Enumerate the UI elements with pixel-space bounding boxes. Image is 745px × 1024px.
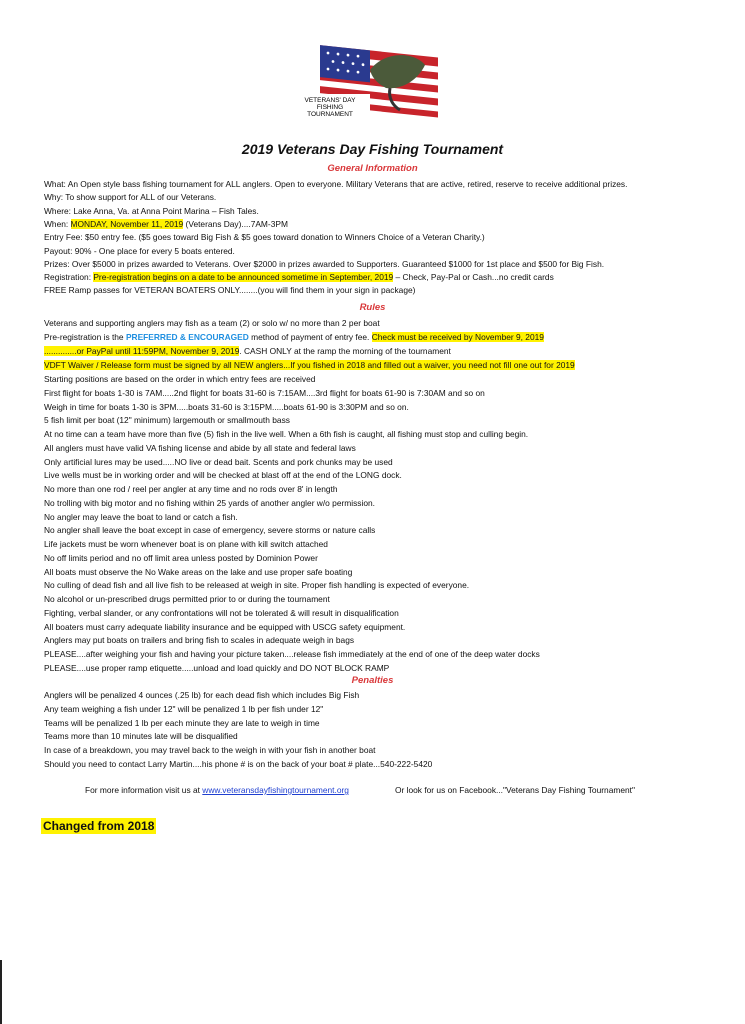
general-info-line: When: MONDAY, November 11, 2019 (Veterans Day)....7AM-3PM — [44, 218, 288, 229]
rules-line-waiver: VDFT Waiver / Release form must be signed by all NEW anglers...If you fished in 2018 and filled out a waiver, you need not fill one out for 2019 — [44, 360, 575, 370]
penalty-line: Any team weighing a fish under 12" will be penalized 1 lb per fish under 12" — [44, 703, 324, 714]
rule-line: At no time can a team have more than five (5) fish in the live well. When a 6th fish is caught, all fishing must stop and culling begin. — [44, 429, 529, 439]
svg-text:VETERANS' DAY: VETERANS' DAY — [304, 97, 356, 104]
section-heading-rules: Rules — [359, 302, 386, 313]
penalty-line: Teams more than 10 minutes late will be disqualified — [44, 731, 238, 742]
rule-line: PLEASE....after weighing your fish and having your picture taken....release fish immediately at the end of one of the deep water docks — [44, 649, 540, 659]
section-heading-general: General Information — [327, 163, 418, 174]
general-info-line: Why: To show support for ALL of our Veterans. — [44, 192, 217, 203]
rule-line: Life jackets must be worn whenever boat is on plane with kill switch attached — [44, 539, 328, 549]
rule-line: 5 fish limit per boat (12" minimum) largemouth or smallmouth bass — [44, 415, 290, 426]
rule-line: No off limits period and no off limit area unless posted by Dominion Power — [44, 552, 318, 563]
section-heading-penalties: Penalties — [351, 675, 394, 686]
rule-line: Live wells must be in working order and will be checked at blast off at the end of the LONG dock. — [44, 470, 402, 481]
rule-line: Starting positions are based on the order in which entry fees are received — [44, 374, 316, 384]
footer-website: For more information visit us at www.veteransdayfishingtournament.org — [85, 785, 349, 795]
rule-line: No trolling with big motor and no fishing within 25 yards of another angler w/o permission. — [44, 497, 375, 508]
penalty-line: Should you need to contact Larry Martin....his phone # is on the back of your boat # plate...540-222-5420 — [44, 759, 433, 769]
rule-line: No angler may leave the boat to land or catch a fish. — [44, 511, 238, 522]
rule-line: All boaters must carry adequate liability insurance and be equipped with USCG safety equipment. — [44, 621, 406, 632]
general-info-line: Entry Fee: $50 entry fee. ($5 goes toward Big Fish & $5 goes toward donation to Winners Choice of a Veteran Charity.) — [44, 232, 485, 243]
footer-facebook: Or look for us on Facebook..."Veterans Day Fishing Tournament" — [395, 785, 635, 795]
changed-note: Changed from 2018 — [43, 819, 155, 833]
rule-line: First flight for boats 1-30 is 7AM.....2nd flight for boats 31-60 is 7:15AM....3rd flight for boats 61-90 is 7:30AM and so on — [44, 387, 485, 398]
penalty-line: Teams will be penalized 1 lb per each minute they are late to weigh in time — [44, 717, 320, 728]
rule-line: No culling of dead fish and all live fish to be released at weigh in site. Proper fish handling is expected of everyone. — [44, 580, 470, 591]
tournament-logo — [290, 40, 450, 120]
rule-line: Fighting, verbal slander, or any confrontations will not be tolerated & will result in disqualification — [44, 607, 399, 618]
general-info-line: What: An Open style bass fishing tournament for ALL anglers. Open to everyone. Military Veterans that are active, retired, reserve to receive additional prizes. — [44, 179, 628, 189]
rule-line: PLEASE....use proper ramp etiquette.....unload and load quickly and DO NOT BLOCK RAMP — [44, 662, 390, 673]
general-info-line: Prizes: Over $5000 in prizes awarded to Veterans. Over $2000 in prizes awarded to Supporters. Guaranteed $1000 for 1st place and $500 for Big Fish. — [44, 258, 605, 269]
svg-text:TOURNAMENT: TOURNAMENT — [307, 111, 353, 118]
svg-text:FISHING: FISHING — [316, 104, 344, 111]
general-info-line: Registration: Pre-registration begins on a date to be announced sometime in September, 2019 – Check, Pay-Pal or Cash...no credit cards — [44, 272, 554, 283]
general-info-line: FREE Ramp passes for VETERAN BOATERS ONLY........(you will find them in your sign in package) — [44, 285, 416, 296]
website-link[interactable]: www.veteransdayfishingtournament.org — [202, 785, 349, 795]
rules-line-team: Veterans and supporting anglers may fish as a team (2) or solo w/ no more than 2 per boat — [44, 318, 380, 328]
rules-line-preregistration: Pre-registration is the PREFERRED & ENCOURAGED method of payment of entry fee. Check must be received by November 9, 2019 — [44, 332, 544, 342]
page-title: 2019 Veterans Day Fishing Tournament — [241, 141, 504, 157]
scan-edge — [0, 960, 2, 1024]
rule-line: No angler shall leave the boat except in case of emergency, severe storms or nature calls — [44, 525, 376, 536]
rules-line-paypal: ..............or PayPal until 11:59PM, November 9, 2019. CASH ONLY at the ramp the morning of the tournament — [44, 346, 451, 356]
penalty-line: In case of a breakdown, you may travel back to the weigh in with your fish in another boat — [44, 745, 376, 756]
rule-line: Weigh in time for boats 1-30 is 3PM.....boats 31-60 is 3:15PM.....boats 61-90 is 3:30PM and so on. — [44, 401, 409, 412]
rule-line: Only artificial lures may be used.....NO live or dead bait. Scents and pork chunks may be used — [44, 456, 393, 467]
rule-line: All boats must observe the No Wake areas on the lake and use proper safe boating — [44, 566, 353, 577]
rule-line: No alcohol or un-prescribed drugs permitted prior to or during the tournament — [44, 594, 330, 604]
penalty-line: Anglers will be penalized 4 ounces (.25 lb) for each dead fish which includes Big Fish — [44, 690, 360, 700]
general-info-line: Payout: 90% - One place for every 5 boats entered. — [44, 245, 235, 256]
rule-line: Anglers may put boats on trailers and bring fish to scales in adequate weigh in bags — [44, 635, 355, 646]
general-info-line: Where: Lake Anna, Va. at Anna Point Marina – Fish Tales. — [44, 205, 259, 216]
rule-line: No more than one rod / reel per angler at any time and no rods over 8' in length — [44, 484, 338, 494]
rule-line: All anglers must have valid VA fishing license and abide by all state and federal laws — [44, 442, 356, 453]
flag-fish-logo-icon — [290, 40, 450, 120]
